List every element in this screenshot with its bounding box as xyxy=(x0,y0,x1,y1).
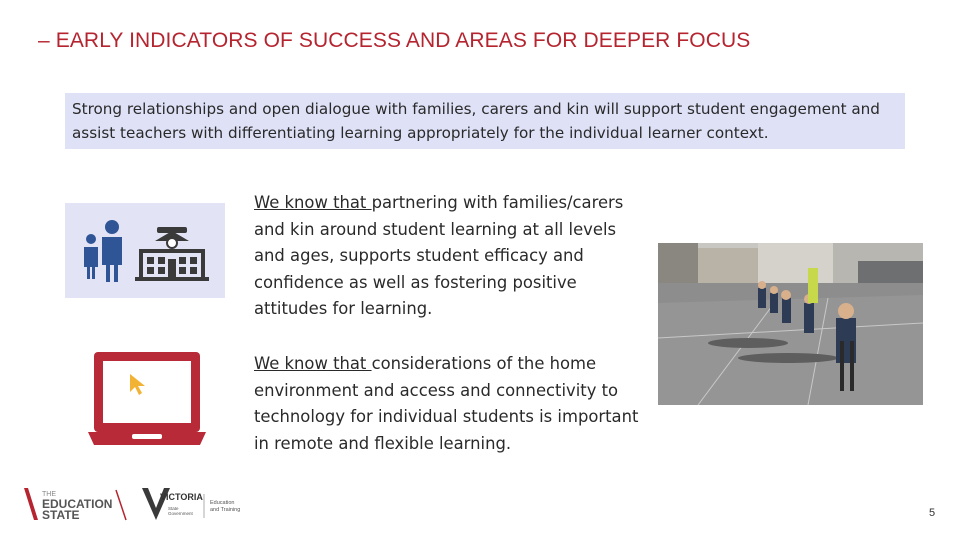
victoria-government-logo xyxy=(140,486,252,527)
logo-text-victoria: VICTORIA xyxy=(160,492,203,502)
logo-text-state: STATE xyxy=(42,508,80,522)
point-text: partnering with families/carers and kin around student learning at all levels and ages, supports student efficacy and confidence as well as fostering positive attitudes for learning. xyxy=(254,193,624,318)
point-home-environment xyxy=(254,351,654,457)
logo-text-state-gov: State xyxy=(168,506,179,511)
point-lead-underlined: We know that xyxy=(254,193,372,212)
slide-title: – EARLY INDICATORS OF SUCCESS AND AREAS FOR DEEPER FOCUS xyxy=(38,29,751,52)
logo-text-government: Government xyxy=(168,511,193,516)
point-text: considerations of the home environment and access and connectivity to technology for individual students is important in remote and flexible learning. xyxy=(254,354,639,453)
logo-text-education: EDUCATION xyxy=(42,497,113,511)
point-partnering xyxy=(254,190,634,323)
callout-box xyxy=(65,93,905,149)
point-lead-underlined: We know that xyxy=(254,354,372,373)
students-photo xyxy=(658,243,923,405)
family-school-icon xyxy=(65,203,225,298)
laptop-cursor-icon xyxy=(88,350,206,447)
callout-text: Strong relationships and open dialogue with families, carers and kin will support student engagement and assist teachers with differentiating learning appropriately for the individual learner context. xyxy=(72,100,880,142)
logo-text-education-dept: Education xyxy=(210,500,235,506)
logo-text-training: and Training xyxy=(210,507,241,513)
education-state-logo xyxy=(22,486,132,527)
logo-text-the: THE xyxy=(42,491,56,498)
page-number: 5 xyxy=(929,507,936,519)
